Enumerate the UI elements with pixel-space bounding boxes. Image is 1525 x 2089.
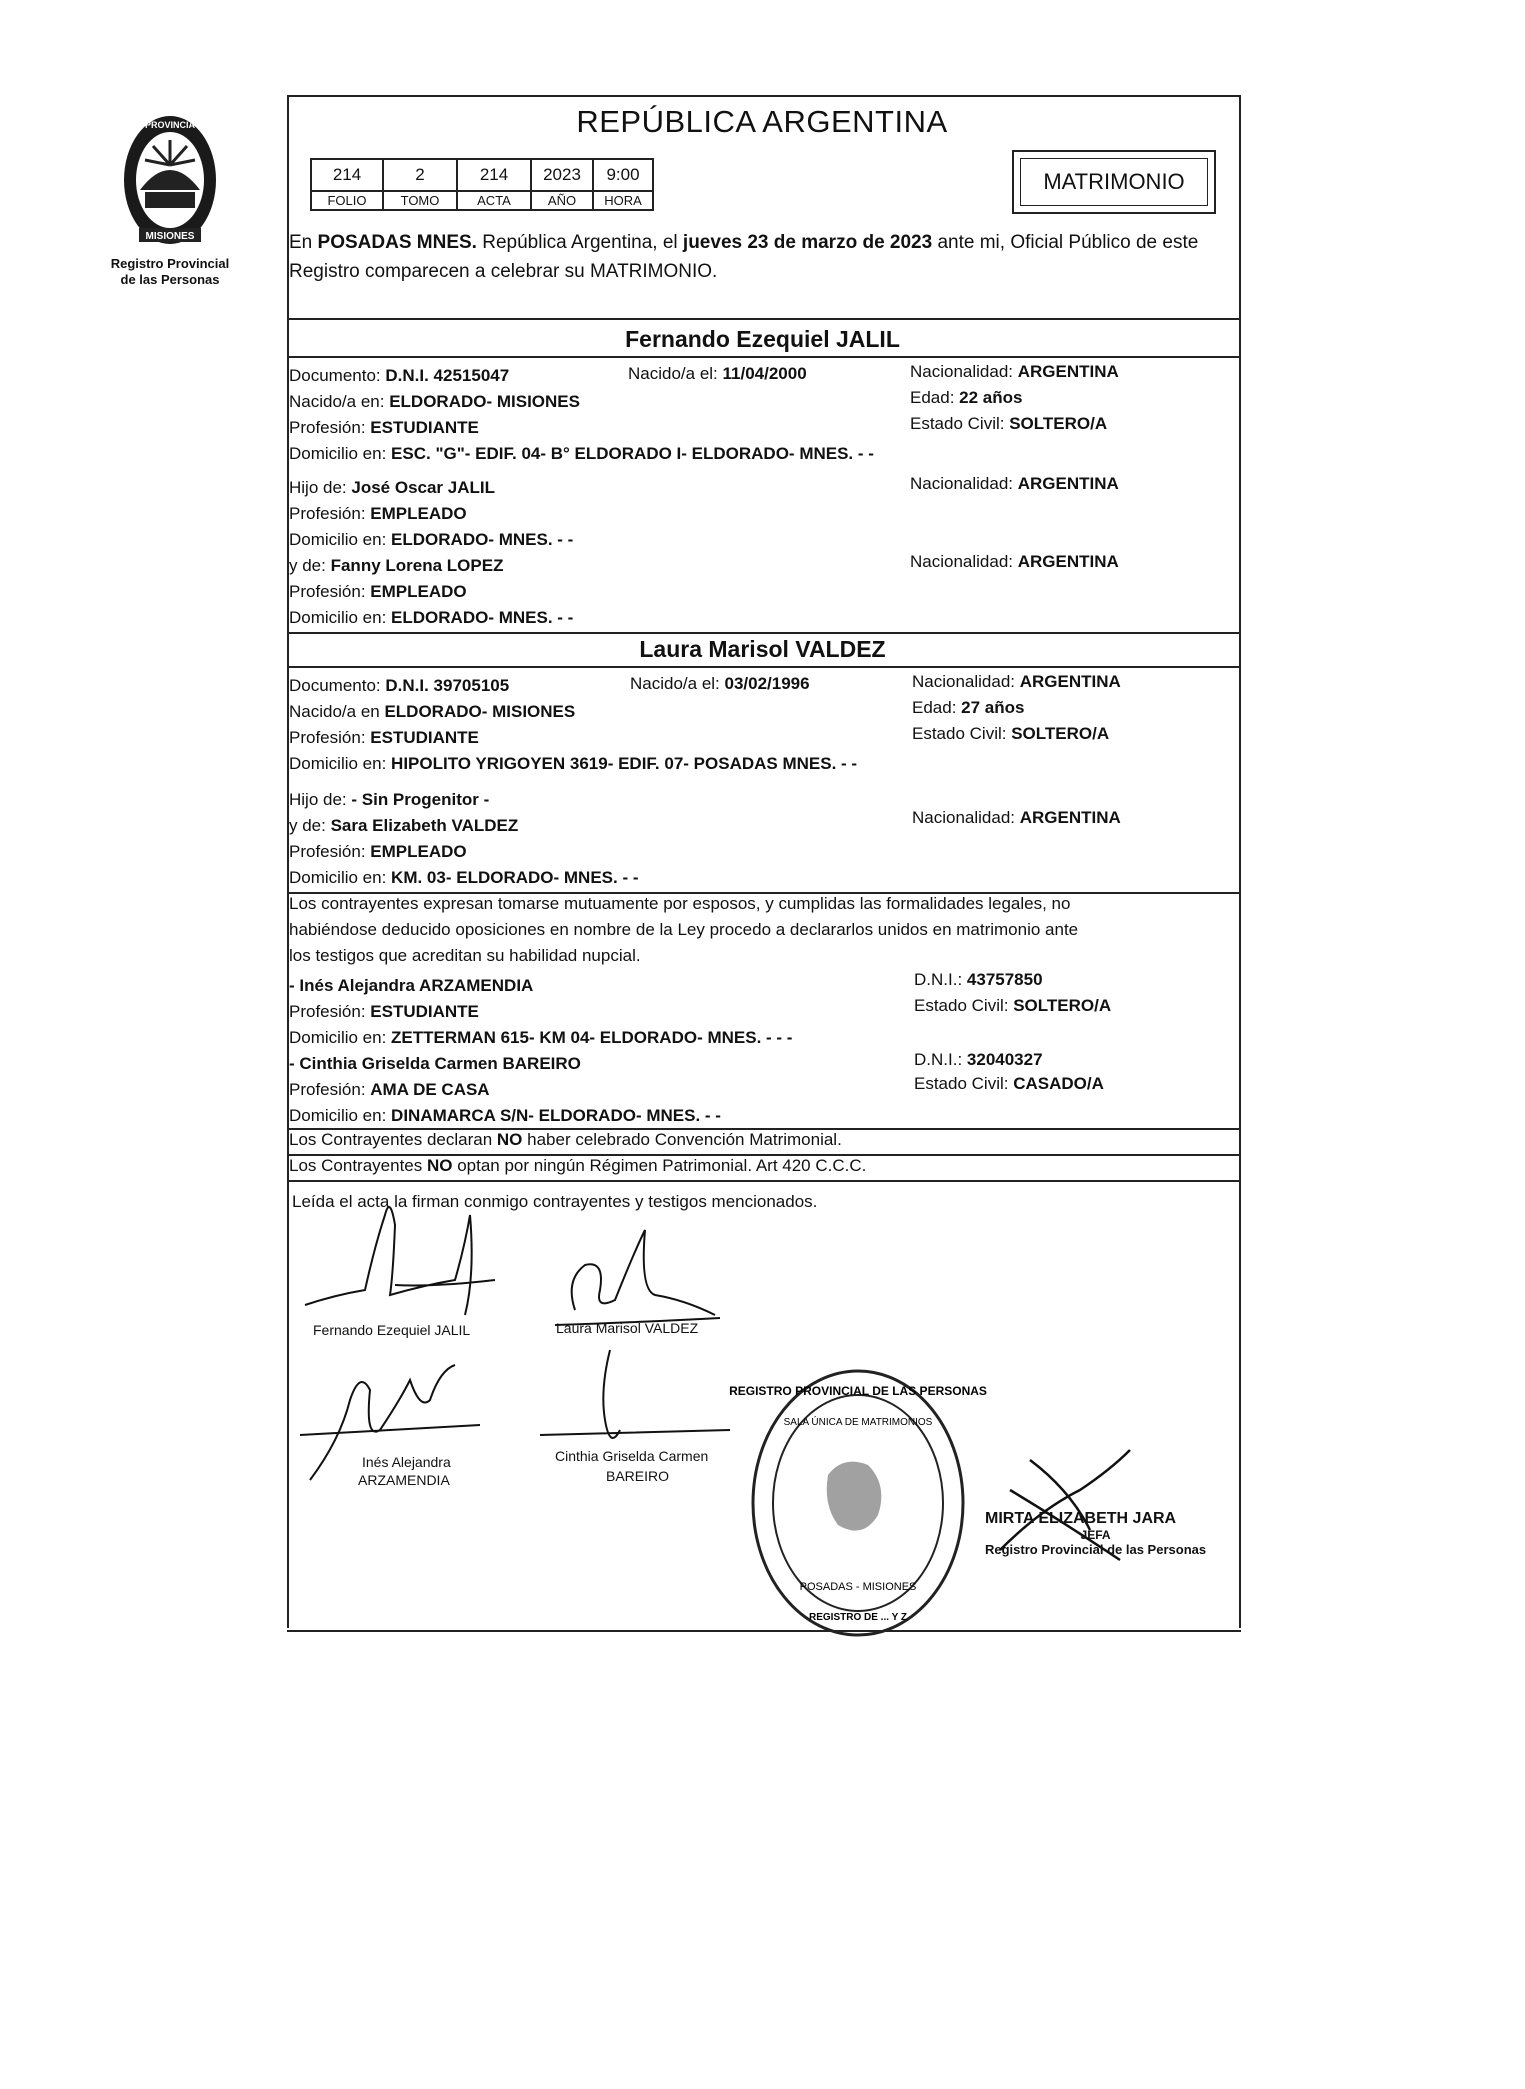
signature-label-ines-1: Inés Alejandra (362, 1454, 451, 1470)
spouse1-document: Documento: D.N.I. 42515047 (289, 366, 510, 385)
signature-cinthia (540, 1340, 740, 1460)
witness2-dni: D.N.I.: 32040327 (914, 1050, 1043, 1069)
page-title: REPÚBLICA ARGENTINA (576, 104, 948, 139)
tomo-label: TOMO (383, 191, 457, 210)
witness1-profession: Profesión: ESTUDIANTE (289, 1002, 479, 1021)
document-type: MATRIMONIO (1043, 169, 1185, 194)
regime-patrimonial: Los Contrayentes NO optan por ningún Régimen Patrimonial. Art 420 C.C.C. (289, 1156, 867, 1175)
spouse1-father-nationality: Nacionalidad: ARGENTINA (910, 474, 1119, 493)
seal-inner-text: SALA ÚNICA DE MATRIMONIOS (783, 1417, 933, 1428)
signature-laura (545, 1210, 725, 1335)
intro-paragraph (289, 228, 1234, 286)
spouse1-address: Domicilio en: ESC. "G"- EDIF. 04- B° ELDORADO I- ELDORADO- MNES. - - (289, 444, 874, 463)
spouse2-civil-status: Estado Civil: SOLTERO/A (912, 724, 1110, 743)
spouse2-mother-address: Domicilio en: KM. 03- ELDORADO- MNES. - - (289, 868, 639, 887)
signature-label-cinthia-1: Cinthia Griselda Carmen (555, 1448, 709, 1464)
declaration-line2: habiéndose deducido oposiciones en nombre de la Ley procedo a declararlos unidos en matrimonio ante (289, 920, 1079, 939)
witness2-name: - Cinthia Griselda Carmen BAREIRO (289, 1054, 581, 1073)
witness2-profession: Profesión: AMA DE CASA (289, 1080, 490, 1099)
closing-statement: Leída el acta la firman conmigo contrayentes y testigos mencionados. (292, 1192, 818, 1211)
svg-text:PROVINCIA: PROVINCIA (144, 120, 196, 130)
spouse1-mother: y de: Fanny Lorena LOPEZ (289, 556, 504, 575)
seal-footer-text: REGISTRO DE ... Y Z (809, 1612, 907, 1623)
seal-bottom-text: POSADAS - MISIONES (799, 1581, 917, 1593)
acta-label: ACTA (457, 191, 531, 210)
witness2-civil-status: Estado Civil: CASADO/A (914, 1074, 1104, 1093)
tomo-value: 2 (383, 159, 457, 191)
svg-text:MISIONES: MISIONES (145, 231, 195, 242)
regime-convention: Los Contrayentes declaran NO haber celebrado Convención Matrimonial. (289, 1130, 842, 1149)
spouse1-mother-address: Domicilio en: ELDORADO- MNES. - - (289, 608, 574, 627)
spouse1-mother-nationality: Nacionalidad: ARGENTINA (910, 552, 1119, 571)
official-office: Registro Provincial de las Personas (985, 1542, 1207, 1557)
spouse2-document: Documento: D.N.I. 39705105 (289, 676, 510, 695)
intro-text-3: ante mi, Oficial Público de este Registro comparecen a celebrar su MATRIMONIO. (289, 232, 1199, 282)
intro-date: jueves 23 de marzo de 2023 (682, 232, 933, 253)
official-role: JEFA (1080, 1528, 1111, 1542)
province-shield-icon (115, 110, 225, 255)
witness1-dni: D.N.I.: 43757850 (914, 970, 1043, 989)
divider (287, 318, 1241, 320)
divider (287, 666, 1241, 668)
time-label: HORA (593, 191, 653, 210)
logo-caption (95, 256, 245, 288)
spouse2-birthdate: Nacido/a el: 03/02/1996 (630, 674, 810, 693)
intro-text-2: República Argentina, el (476, 232, 683, 253)
document-type-box (1012, 150, 1216, 214)
spouse2-nationality: Nacionalidad: ARGENTINA (912, 672, 1121, 691)
seal-outer-text: REGISTRO PROVINCIAL DE LAS PERSONAS (729, 1384, 987, 1398)
spouse2-birthplace: Nacido/a en ELDORADO- MISIONES (289, 702, 576, 721)
spouse1-age: Edad: 22 años (910, 388, 1023, 407)
logo-caption-line1: Registro Provincial (110, 256, 230, 271)
declaration-line1: Los contrayentes expresan tomarse mutuamente por esposos, y cumplidas las formalidades legales, no (289, 894, 1071, 913)
official-name: MIRTA ELIZABETH JARA (985, 1510, 1177, 1527)
spouse2-mother-nationality: Nacionalidad: ARGENTINA (912, 808, 1121, 827)
spouse2-profession: Profesión: ESTUDIANTE (289, 728, 479, 747)
folio-label: FOLIO (311, 191, 383, 210)
signature-label-fernando: Fernando Ezequiel JALIL (313, 1322, 471, 1338)
signature-label-ines-2: ARZAMENDIA (358, 1472, 450, 1488)
spouse1-profession: Profesión: ESTUDIANTE (289, 418, 479, 437)
witness2-address: Domicilio en: DINAMARCA S/N- ELDORADO- MNES. - - (289, 1106, 721, 1125)
intro-text-1: En (289, 232, 318, 253)
year-label: AÑO (531, 191, 593, 210)
folio-value: 214 (311, 159, 383, 191)
signature-label-cinthia-2: BAREIRO (606, 1468, 670, 1484)
spouse2-father: Hijo de: - Sin Progenitor - (289, 790, 490, 809)
record-meta-table (310, 158, 654, 211)
signature-fernando (295, 1185, 525, 1335)
spouse2-age: Edad: 27 años (912, 698, 1025, 717)
official-seal (729, 1365, 987, 1640)
spouse1-name: Fernando Ezequiel JALIL (625, 326, 900, 352)
spouse1-father-profession: Profesión: EMPLEADO (289, 504, 467, 523)
spouse1-father: Hijo de: José Oscar JALIL (289, 478, 495, 497)
spouse2-mother-profession: Profesión: EMPLEADO (289, 842, 467, 861)
spouse1-mother-profession: Profesión: EMPLEADO (289, 582, 467, 601)
official-block (985, 1510, 1206, 1557)
time-value: 9:00 (593, 159, 653, 191)
spouse2-name: Laura Marisol VALDEZ (639, 636, 886, 662)
witness1-civil-status: Estado Civil: SOLTERO/A (914, 996, 1112, 1015)
registry-logo (95, 110, 245, 300)
spouse2-address: Domicilio en: HIPOLITO YRIGOYEN 3619- EDIF. 07- POSADAS MNES. - - (289, 754, 858, 773)
signature-label-laura: Laura Marisol VALDEZ (556, 1320, 699, 1336)
spouse1-civil-status: Estado Civil: SOLTERO/A (910, 414, 1108, 433)
witness1-address: Domicilio en: ZETTERMAN 615- KM 04- ELDORADO- MNES. - - - (289, 1028, 793, 1047)
witness1-name: - Inés Alejandra ARZAMENDIA (289, 976, 534, 995)
intro-city: POSADAS MNES. (317, 232, 477, 253)
year-value: 2023 (531, 159, 593, 191)
spouse1-birthdate: Nacido/a el: 11/04/2000 (628, 364, 807, 383)
spouse1-nationality: Nacionalidad: ARGENTINA (910, 362, 1119, 381)
declaration-line3: los testigos que acreditan su habilidad nupcial. (289, 946, 641, 965)
spouse1-birthplace: Nacido/a en: ELDORADO- MISIONES (289, 392, 580, 411)
divider (287, 356, 1241, 358)
spouse2-mother: y de: Sara Elizabeth VALDEZ (289, 816, 519, 835)
acta-value: 214 (457, 159, 531, 191)
divider (287, 632, 1241, 634)
spouse1-father-address: Domicilio en: ELDORADO- MNES. - - (289, 530, 574, 549)
logo-caption-line2: de las Personas (120, 272, 220, 287)
divider (287, 1180, 1241, 1182)
